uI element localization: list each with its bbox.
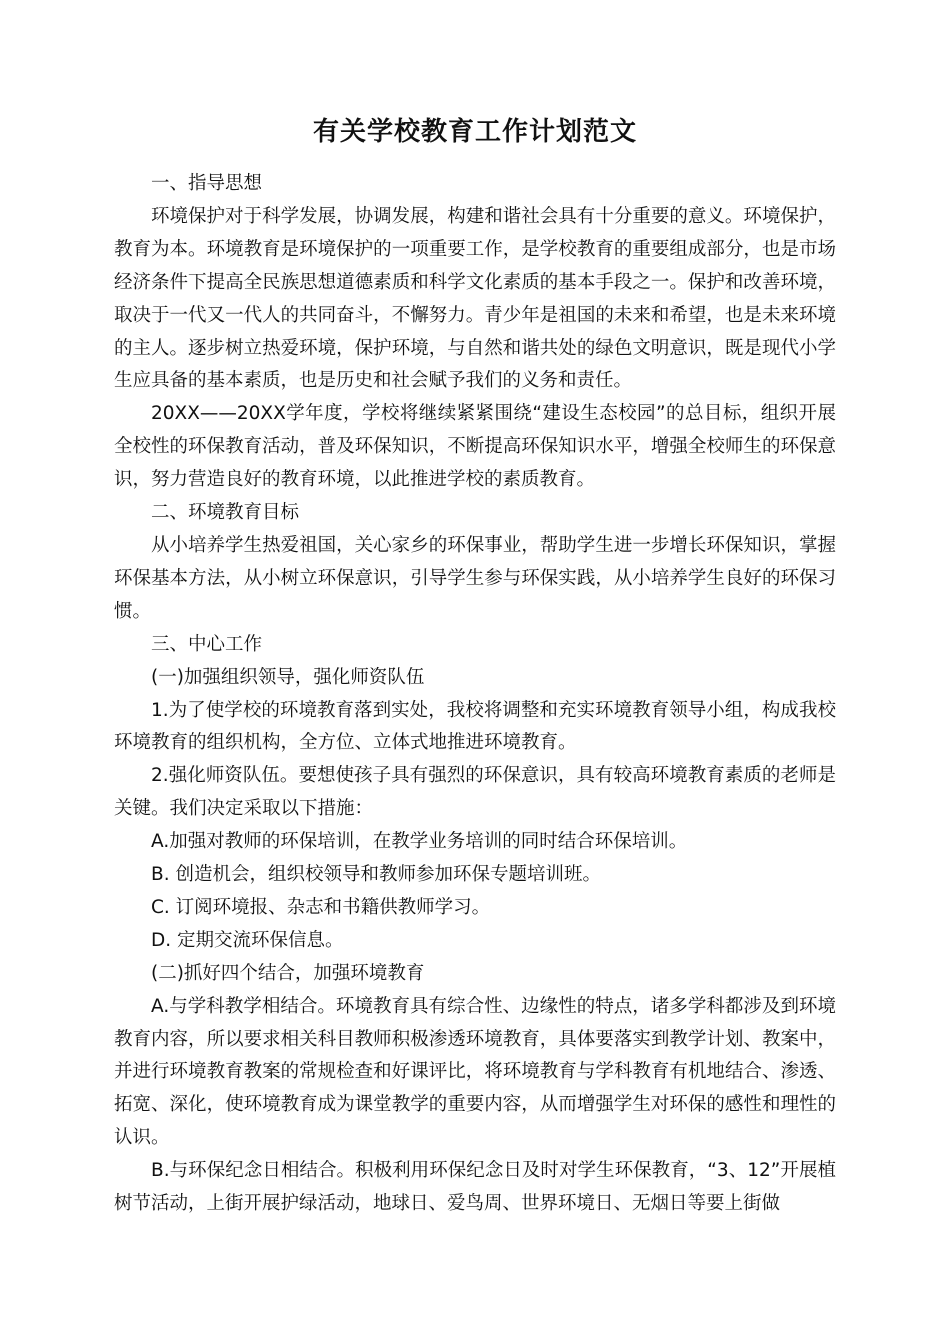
subheading: (一)加强组织领导，强化师资队伍 xyxy=(151,666,425,688)
document-body xyxy=(114,168,836,1221)
paragraph: 环境保护对于科学发展，协调发展，构建和谐社会具有十分重要的意义。环境保护，教育为本。环境教育是环境保护的一项重要工作，是学校教育的重要组成部分，也是市场经济条件下提高全民族思想道德素质和科学文化素质的基本手段之一。保护和改善环境，取决于一代又一代人的共同奋斗，不懈努力。青少年是祖国的未来和希望，也是未来环境的主人。逐步树立热爱环境，保护环境，与自然和谐共处的绿色文明意识，既是现代小学生应具备的基本素质，也是历史和社会赋予我们的义务和责任。 xyxy=(114,205,836,392)
document-title: 有关学校教育工作计划范文 xyxy=(312,117,637,147)
heading-guiding-thought: 一、指导思想 xyxy=(151,173,263,194)
heading-central-work: 三、中心工作 xyxy=(151,633,263,655)
subheading: (二)抓好四个结合，加强环境教育 xyxy=(151,962,425,984)
paragraph: B.与环保纪念日相结合。积极利用环保纪念日及时对学生环保教育，“3、12”开展植树节活动，上街开展护绿活动，地球日、爱鸟周、世界环境日、无烟日等要上街做 xyxy=(114,1160,836,1215)
paragraph: 1.为了使学校的环境教育落到实处，我校将调整和充实环境教育领导小组，构成我校环境教育的组织机构，全方位、立体式地推进环境教育。 xyxy=(114,699,836,754)
list-item: D. 定期交流环保信息。 xyxy=(151,929,344,951)
heading-education-goals: 二、环境教育目标 xyxy=(151,502,300,524)
paragraph: A.与学科教学相结合。环境教育具有综合性、边缘性的特点，诸多学科都涉及到环境教育内容，所以要求相关科目教师积极渗透环境教育，具体要落实到教学计划、教案中，并进行环境教育教案的常规检查和好课评比，将环境教育与学科教育有机地结合、渗透、拓宽、深化，使环境教育成为课堂教学的重要内容，从而增强学生对环保的感性和理性的认识。 xyxy=(114,995,836,1149)
list-item: C. 订阅环境报、杂志和书籍供教师学习。 xyxy=(151,896,491,918)
list-item: B. 创造机会，组织校领导和教师参加环保专题培训班。 xyxy=(151,864,601,886)
paragraph: 2.强化师资队伍。要想使孩子具有强烈的环保意识，具有较高环境教育素质的老师是关键。我们决定采取以下措施： xyxy=(114,765,836,820)
paragraph: 从小培养学生热爱祖国，关心家乡的环保事业，帮助学生进一步增长环保知识，掌握环保基本方法，从小树立环保意识，引导学生参与环保实践，从小培养学生良好的环保习惯。 xyxy=(114,534,836,622)
list-item: A.加强对教师的环保培训，在教学业务培训的同时结合环保培训。 xyxy=(151,831,688,853)
paragraph: 20XX——20XX学年度，学校将继续紧紧围绕“建设生态校园”的总目标，组织开展全校性的环保教育活动，普及环保知识，不断提高环保知识水平，增强全校师生的环保意识，努力营造良好的教育环境，以此推进学校的素质教育。 xyxy=(114,403,836,491)
